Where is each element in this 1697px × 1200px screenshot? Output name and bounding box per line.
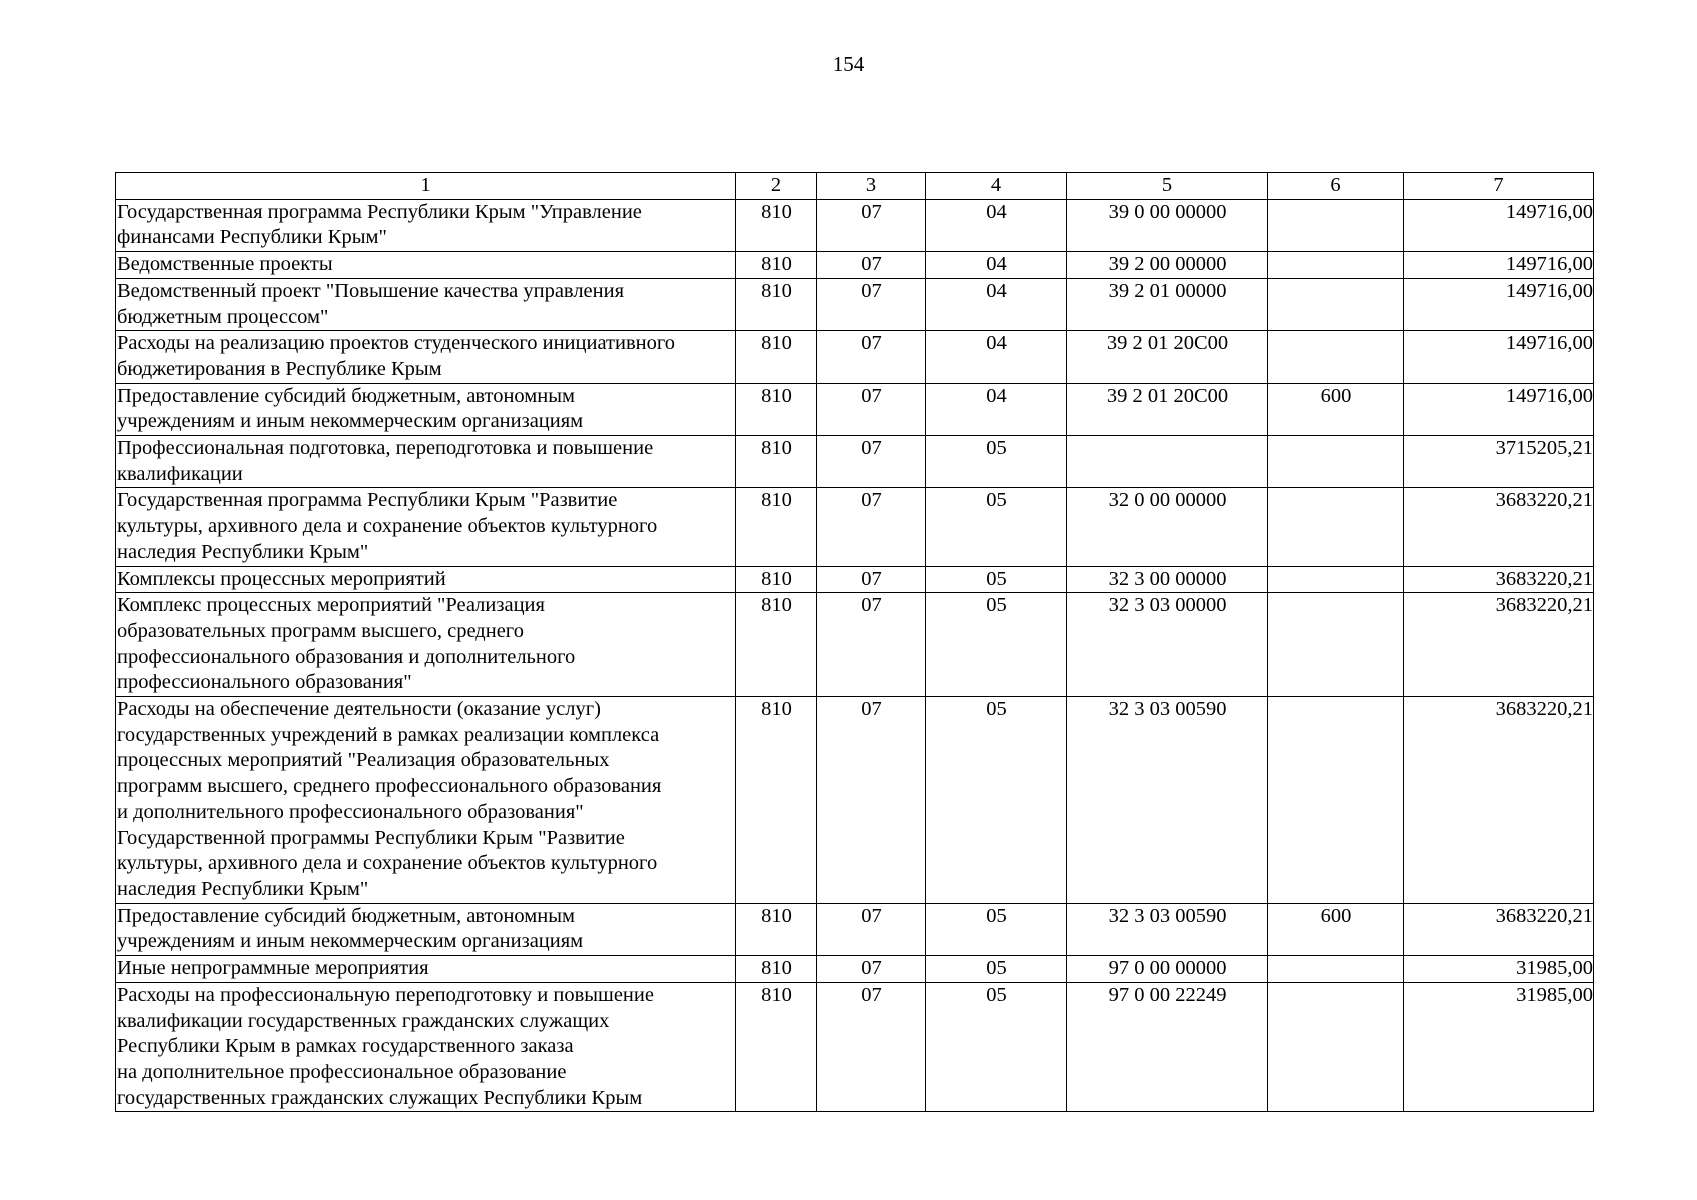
row-section-code: 07 bbox=[817, 436, 926, 488]
table-row bbox=[116, 331, 1594, 383]
row-admin-code: 810 bbox=[736, 956, 817, 983]
row-subsection-code: 04 bbox=[926, 199, 1067, 251]
row-name: Иные непрограммные мероприятия bbox=[116, 956, 736, 983]
row-expense-type bbox=[1268, 566, 1404, 593]
budget-table bbox=[115, 172, 1594, 1112]
row-target-article: 39 2 01 20С00 bbox=[1067, 331, 1268, 383]
row-amount: 149716,00 bbox=[1404, 199, 1594, 251]
row-admin-code: 810 bbox=[736, 436, 817, 488]
row-target-article: 32 3 03 00590 bbox=[1067, 903, 1268, 955]
row-amount: 149716,00 bbox=[1404, 278, 1594, 330]
row-admin-code: 810 bbox=[736, 278, 817, 330]
row-admin-code: 810 bbox=[736, 252, 817, 279]
row-section-code: 07 bbox=[817, 199, 926, 251]
row-section-code: 07 bbox=[817, 383, 926, 435]
header-col-3: 3 bbox=[817, 173, 926, 200]
table-row bbox=[116, 199, 1594, 251]
table-header bbox=[116, 173, 1594, 200]
row-section-code: 07 bbox=[817, 956, 926, 983]
row-expense-type bbox=[1268, 982, 1404, 1112]
row-admin-code: 810 bbox=[736, 593, 817, 697]
row-subsection-code: 05 bbox=[926, 956, 1067, 983]
row-section-code: 07 bbox=[817, 903, 926, 955]
row-subsection-code: 04 bbox=[926, 383, 1067, 435]
row-target-article: 32 3 00 00000 bbox=[1067, 566, 1268, 593]
row-section-code: 07 bbox=[817, 488, 926, 566]
row-name: Комплекс процессных мероприятий "Реализация образовательных программ высшего, среднего профессионального образования и дополнительного профессионального образования" bbox=[116, 593, 736, 697]
row-name: Ведомственный проект "Повышение качества управления бюджетным процессом" bbox=[116, 278, 736, 330]
row-subsection-code: 04 bbox=[926, 331, 1067, 383]
row-admin-code: 810 bbox=[736, 566, 817, 593]
row-admin-code: 810 bbox=[736, 331, 817, 383]
row-name: Государственная программа Республики Крым "Развитие культуры, архивного дела и сохранение объектов культурного наследия Республики Крым" bbox=[116, 488, 736, 566]
row-name: Профессиональная подготовка, переподготовка и повышение квалификации bbox=[116, 436, 736, 488]
row-expense-type bbox=[1268, 956, 1404, 983]
row-target-article: 32 3 03 00590 bbox=[1067, 697, 1268, 904]
row-expense-type bbox=[1268, 252, 1404, 279]
row-name: Ведомственные проекты bbox=[116, 252, 736, 279]
row-subsection-code: 05 bbox=[926, 566, 1067, 593]
row-target-article: 32 3 03 00000 bbox=[1067, 593, 1268, 697]
row-expense-type bbox=[1268, 436, 1404, 488]
table-row bbox=[116, 566, 1594, 593]
row-target-article bbox=[1067, 436, 1268, 488]
row-admin-code: 810 bbox=[736, 199, 817, 251]
row-name: Расходы на реализацию проектов студенческого инициативного бюджетирования в Республике Крым bbox=[116, 331, 736, 383]
table-body bbox=[116, 199, 1594, 1112]
row-target-article: 97 0 00 22249 bbox=[1067, 982, 1268, 1112]
table-row bbox=[116, 488, 1594, 566]
row-subsection-code: 05 bbox=[926, 697, 1067, 904]
row-admin-code: 810 bbox=[736, 697, 817, 904]
row-expense-type bbox=[1268, 488, 1404, 566]
row-amount: 31985,00 bbox=[1404, 956, 1594, 983]
table-row bbox=[116, 383, 1594, 435]
row-admin-code: 810 bbox=[736, 903, 817, 955]
row-subsection-code: 05 bbox=[926, 488, 1067, 566]
row-target-article: 39 2 01 20С00 bbox=[1067, 383, 1268, 435]
row-expense-type bbox=[1268, 278, 1404, 330]
row-amount: 3683220,21 bbox=[1404, 697, 1594, 904]
row-expense-type bbox=[1268, 199, 1404, 251]
row-section-code: 07 bbox=[817, 982, 926, 1112]
row-section-code: 07 bbox=[817, 278, 926, 330]
page-number: 154 bbox=[832, 52, 865, 76]
row-expense-type bbox=[1268, 331, 1404, 383]
row-target-article: 39 2 00 00000 bbox=[1067, 252, 1268, 279]
row-amount: 149716,00 bbox=[1404, 383, 1594, 435]
row-name: Предоставление субсидий бюджетным, автономным учреждениям и иным некоммерческим организациям bbox=[116, 903, 736, 955]
row-target-article: 32 0 00 00000 bbox=[1067, 488, 1268, 566]
row-amount: 3683220,21 bbox=[1404, 593, 1594, 697]
row-section-code: 07 bbox=[817, 566, 926, 593]
row-name: Комплексы процессных мероприятий bbox=[116, 566, 736, 593]
row-name: Государственная программа Республики Крым "Управление финансами Республики Крым" bbox=[116, 199, 736, 251]
row-subsection-code: 05 bbox=[926, 982, 1067, 1112]
table-row bbox=[116, 436, 1594, 488]
row-subsection-code: 05 bbox=[926, 436, 1067, 488]
row-expense-type: 600 bbox=[1268, 903, 1404, 955]
row-admin-code: 810 bbox=[736, 488, 817, 566]
row-subsection-code: 04 bbox=[926, 278, 1067, 330]
row-amount: 149716,00 bbox=[1404, 331, 1594, 383]
header-col-5: 5 bbox=[1067, 173, 1268, 200]
header-col-2: 2 bbox=[736, 173, 817, 200]
row-name: Расходы на обеспечение деятельности (оказание услуг) государственных учреждений в рамках реализации комплекса процессных мероприятий "Реализация образовательных программ высшего, среднего профессионального образования и дополнительного профессионального образования" Государственной программы Республики Крым "Развитие культуры, архивного дела и сохранение объектов культурного наследия Республики Крым" bbox=[116, 697, 736, 904]
row-section-code: 07 bbox=[817, 697, 926, 904]
table-row bbox=[116, 593, 1594, 697]
header-col-7: 7 bbox=[1404, 173, 1594, 200]
header-col-6: 6 bbox=[1268, 173, 1404, 200]
table-row bbox=[116, 697, 1594, 904]
row-expense-type: 600 bbox=[1268, 383, 1404, 435]
row-section-code: 07 bbox=[817, 331, 926, 383]
row-amount: 31985,00 bbox=[1404, 982, 1594, 1112]
row-expense-type bbox=[1268, 593, 1404, 697]
row-subsection-code: 05 bbox=[926, 593, 1067, 697]
row-expense-type bbox=[1268, 697, 1404, 904]
row-section-code: 07 bbox=[817, 593, 926, 697]
table-row bbox=[116, 982, 1594, 1112]
row-name: Расходы на профессиональную переподготовку и повышение квалификации государственных гражданских служащих Республики Крым в рамках государственного заказа на дополнительное профессиональное образование государственных гражданских служащих Республики Крым bbox=[116, 982, 736, 1112]
row-target-article: 97 0 00 00000 bbox=[1067, 956, 1268, 983]
row-amount: 3683220,21 bbox=[1404, 566, 1594, 593]
row-target-article: 39 0 00 00000 bbox=[1067, 199, 1268, 251]
row-amount: 3715205,21 bbox=[1404, 436, 1594, 488]
row-admin-code: 810 bbox=[736, 982, 817, 1112]
header-col-1: 1 bbox=[116, 173, 736, 200]
row-amount: 149716,00 bbox=[1404, 252, 1594, 279]
row-name: Предоставление субсидий бюджетным, автономным учреждениям и иным некоммерческим организациям bbox=[116, 383, 736, 435]
row-section-code: 07 bbox=[817, 252, 926, 279]
row-amount: 3683220,21 bbox=[1404, 488, 1594, 566]
row-target-article: 39 2 01 00000 bbox=[1067, 278, 1268, 330]
table-row bbox=[116, 903, 1594, 955]
row-amount: 3683220,21 bbox=[1404, 903, 1594, 955]
row-subsection-code: 04 bbox=[926, 252, 1067, 279]
header-col-4: 4 bbox=[926, 173, 1067, 200]
table-row bbox=[116, 252, 1594, 279]
table-row bbox=[116, 278, 1594, 330]
table-row bbox=[116, 956, 1594, 983]
row-admin-code: 810 bbox=[736, 383, 817, 435]
header-row bbox=[116, 173, 1594, 200]
row-subsection-code: 05 bbox=[926, 903, 1067, 955]
